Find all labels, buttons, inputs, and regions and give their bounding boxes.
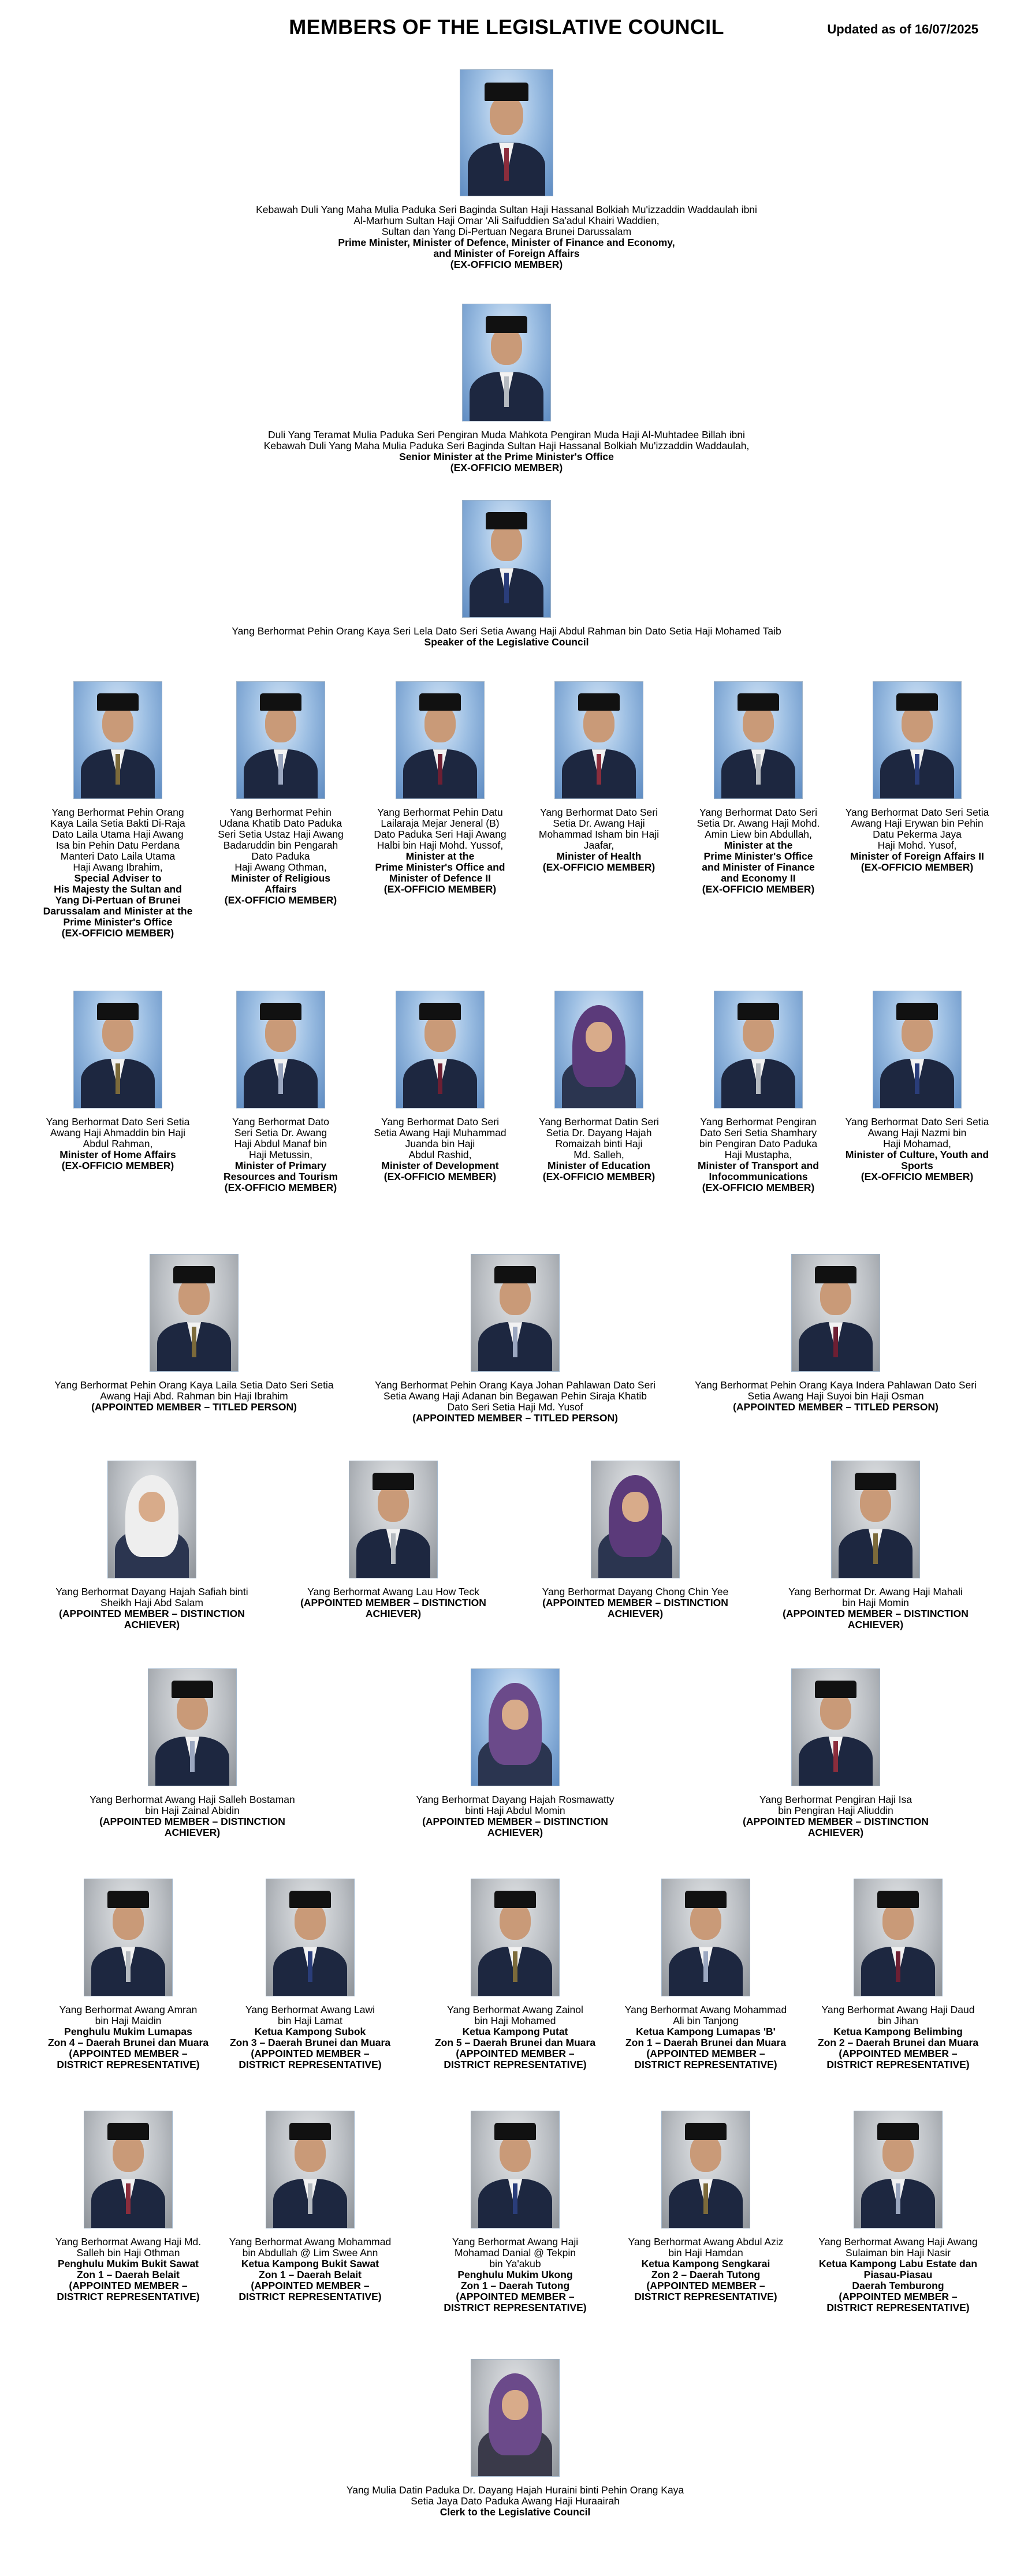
member-portrait	[148, 1668, 237, 1786]
member-role: (APPOINTED MEMBER – TITLED PERSON)	[733, 1401, 938, 1413]
member-card	[680, 1254, 992, 1413]
member-portrait	[396, 681, 485, 799]
member-card	[610, 1879, 801, 2070]
member-portrait	[661, 1879, 750, 1996]
member-name: Yang Berhormat Pehin Orang Kaya Seri Lela Dato Seri Setia Awang Haji Abdul Rahman bin Dato Setia Haji Mohamed Taib	[232, 625, 781, 637]
member-portrait	[462, 304, 551, 421]
member-name: Yang Berhormat Pengiran Haji Isa bin Pengiran Haji Aliuddin	[759, 1794, 913, 1816]
page-title: MEMBERS OF THE LEGISLATIVE COUNCIL	[289, 15, 724, 39]
member-card	[839, 681, 995, 873]
member-role: (APPOINTED MEMBER – DISTINCTION ACHIEVER)	[783, 1608, 969, 1630]
member-name: Duli Yang Teramat Mulia Paduka Seri Pengiran Muda Mahkota Pengiran Muda Haji Al-Muhtadee Billah ibni Kebawah Duli Yang Maha Mulia Paduka Seri Baginda Sultan Haji Hassanal Bolkiah Mu'izzaddin Waddaulah,	[263, 429, 750, 451]
member-card	[420, 2111, 610, 2313]
member-name: Yang Berhormat Pehin Udana Khatib Dato Paduka Seri Setia Ustaz Haji Awang Badaruddin bin Pengarah Dato Paduka Haji Awang Othman,	[218, 807, 344, 873]
member-name: Yang Berhormat Pehin Datu Lailaraja Mejar Jeneral (B) Dato Paduka Seri Haji Awang Halbi bin Haji Mohd. Yussof,	[374, 807, 507, 851]
member-card	[353, 1254, 677, 1424]
member-role: Minister of Education (EX-OFFICIO MEMBER)	[542, 1160, 656, 1182]
member-portrait	[791, 1668, 880, 1786]
member-role: Ketua Kampong Putat Zon 5 – Daerah Brunei dan Muara (APPOINTED MEMBER – DISTRICT REPRESENTATIVE)	[434, 2026, 596, 2070]
member-role: (APPOINTED MEMBER – TITLED PERSON)	[412, 1412, 618, 1424]
member-card	[524, 991, 674, 1182]
member-name: Yang Berhormat Awang Mohammad Ali bin Tanjong	[624, 2004, 787, 2026]
member-portrait	[791, 1254, 880, 1372]
member-name: Yang Berhormat Pehin Orang Kaya Indera Pahlawan Dato Seri Setia Awang Haji Suyoi bin Haji Osman	[694, 1379, 977, 1402]
member-name: Yang Mulia Datin Paduka Dr. Dayang Hajah Huraini binti Pehin Orang Kaya Setia Jaya Dato Paduka Awang Haji Huraairah	[346, 2484, 684, 2507]
member-portrait	[462, 500, 551, 618]
member-portrait	[84, 2111, 173, 2228]
member-portrait	[714, 991, 803, 1108]
member-card	[839, 991, 995, 1182]
member-card	[365, 681, 515, 895]
member-name: Yang Berhormat Awang Haji Mohamad Danial @ Tekpin bin Ya'akub	[452, 2236, 579, 2269]
member-role: Penghulu Mukim Lumapas Zon 4 – Daerah Brunei dan Muara (APPOINTED MEMBER – DISTRICT REPRESENTATIVE)	[47, 2026, 209, 2070]
member-role: Ketua Kampong Sengkarai Zon 2 – Daerah Tutong (APPOINTED MEMBER – DISTRICT REPRESENTATIVE)	[634, 2258, 777, 2302]
member-portrait	[873, 991, 962, 1108]
member-name: Yang Berhormat Awang Haji Md. Salleh bin Haji Othman	[55, 2236, 202, 2258]
member-role: Minister of Culture, Youth and Sports (EX-OFFICIO MEMBER)	[845, 1149, 989, 1182]
member-portrait	[150, 1254, 239, 1372]
member-role: (APPOINTED MEMBER – DISTINCTION ACHIEVER)	[422, 1816, 608, 1838]
member-role: Penghulu Mukim Bukit Sawat Zon 1 – Daerah Belait (APPOINTED MEMBER – DISTRICT REPRESENTATIVE)	[57, 2258, 200, 2302]
member-card	[272, 1461, 515, 1619]
member-card	[160, 304, 853, 473]
member-role: (APPOINTED MEMBER – DISTINCTION ACHIEVER)	[542, 1597, 728, 1619]
member-portrait	[661, 2111, 750, 2228]
member-card	[206, 681, 356, 906]
member-portrait	[266, 1879, 355, 1996]
member-name: Yang Berhormat Dato Seri Setia Dr. Awang Haji Abdul Manaf bin Haji Metussin,	[232, 1116, 329, 1160]
member-portrait	[471, 2111, 560, 2228]
member-card	[59, 1668, 325, 1838]
member-role: (APPOINTED MEMBER – DISTINCTION ACHIEVER)	[59, 1608, 245, 1630]
member-role: Prime Minister, Minister of Defence, Minister of Finance and Economy, and Minister of Foreign Affairs (EX-OFFICIO MEMBER)	[338, 237, 675, 270]
member-card	[683, 681, 833, 895]
member-name: Yang Berhormat Dato Seri Setia Awang Haji Ahmaddin bin Haji Abdul Rahman,	[46, 1116, 190, 1149]
member-role: (APPOINTED MEMBER – DISTINCTION ACHIEVER)	[743, 1816, 929, 1838]
member-card	[160, 69, 853, 270]
member-card	[206, 991, 356, 1193]
member-role: Minister of Religious Affairs (EX-OFFICIO MEMBER)	[224, 872, 337, 906]
member-portrait	[854, 1879, 943, 1996]
member-card	[524, 681, 674, 873]
member-portrait	[84, 1879, 173, 1996]
member-portrait	[266, 2111, 355, 2228]
member-name: Yang Berhormat Pehin Orang Kaya Laila Setia Dato Seri Setia Awang Haji Abd. Rahman bin Haji Ibrahim	[54, 1379, 334, 1402]
member-portrait	[396, 991, 485, 1108]
member-name: Yang Berhormat Datin Seri Setia Dr. Dayang Hajah Romaizah binti Haji Md. Salleh,	[539, 1116, 659, 1160]
member-role: (APPOINTED MEMBER – TITLED PERSON)	[91, 1401, 297, 1413]
member-name: Kebawah Duli Yang Maha Mulia Paduka Seri Baginda Sultan Haji Hassanal Bolkiah Mu'izzaddin Waddaulah ibni Al-Marhum Sultan Haji Omar 'Ali Saifuddien Sa'adul Khairi Waddien, Sultan dan Yang Di-Pertuan Negara Brunei Darussalam	[256, 204, 757, 237]
member-name: Yang Berhormat Awang Lawi bin Haji Lamat	[245, 2004, 375, 2026]
member-card	[43, 991, 193, 1171]
member-portrait	[854, 2111, 943, 2228]
member-portrait	[471, 2359, 560, 2477]
member-name: Yang Berhormat Dato Seri Setia Awang Haji Muhammad Juanda bin Haji Abdul Rashid,	[374, 1116, 507, 1160]
member-role: Ketua Kampong Lumapas 'B' Zon 1 – Daerah Brunei dan Muara (APPOINTED MEMBER – DISTRICT REPRESENTATIVE)	[625, 2026, 787, 2070]
member-portrait	[873, 681, 962, 799]
member-name: Yang Berhormat Dato Seri Setia Dr. Awang Haji Mohammad Isham bin Haji Jaafar,	[538, 807, 660, 851]
member-card	[514, 1461, 757, 1619]
member-name: Yang Berhormat Awang Lau How Teck	[307, 1586, 479, 1597]
member-card	[803, 1879, 993, 2070]
member-portrait	[714, 681, 803, 799]
member-role: (APPOINTED MEMBER – DISTINCTION ACHIEVER)	[99, 1816, 285, 1838]
member-role: Minister of Home Affairs (EX-OFFICIO MEMBER)	[59, 1149, 176, 1171]
member-portrait	[236, 991, 325, 1108]
member-role: Speaker of the Legislative Council	[424, 636, 589, 648]
member-role: Ketua Kampong Bukit Sawat Zon 1 – Daerah Belait (APPOINTED MEMBER – DISTRICT REPRESENTATIVE)	[239, 2258, 382, 2302]
member-role: Ketua Kampong Belimbing Zon 2 – Daerah Brunei dan Muara (APPOINTED MEMBER – DISTRICT REPRESENTATIVE)	[817, 2026, 979, 2070]
member-role: Minister of Transport and Infocommunications (EX-OFFICIO MEMBER)	[697, 1160, 820, 1193]
member-name: Yang Berhormat Dayang Hajah Rosmawatty binti Haji Abdul Momin	[416, 1794, 614, 1816]
member-portrait	[591, 1461, 680, 1578]
member-portrait	[471, 1668, 560, 1786]
member-name: Yang Berhormat Dato Seri Setia Awang Haji Erywan bin Pehin Datu Pekerma Jaya Haji Mohd. Yusof,	[845, 807, 989, 851]
member-name: Yang Berhormat Awang Zainol bin Haji Mohamed	[447, 2004, 583, 2026]
member-role: Minister of Foreign Affairs II (EX-OFFICIO MEMBER)	[850, 850, 984, 873]
member-role: (APPOINTED MEMBER – DISTINCTION ACHIEVER)	[300, 1597, 486, 1619]
member-portrait	[554, 991, 643, 1108]
member-role: Ketua Kampong Subok Zon 3 – Daerah Brunei dan Muara (APPOINTED MEMBER – DISTRICT REPRESENTATIVE)	[229, 2026, 391, 2070]
member-name: Yang Berhormat Awang Amran bin Haji Maidin	[59, 2004, 198, 2026]
member-card	[215, 2111, 405, 2302]
member-card	[683, 991, 833, 1193]
updated-date: Updated as of 16/07/2025	[827, 22, 978, 36]
member-role: Minister of Health (EX-OFFICIO MEMBER)	[542, 850, 656, 873]
member-card	[43, 681, 193, 939]
member-card	[215, 1879, 405, 2070]
member-role: Penghulu Mukim Ukong Zon 1 – Daerah Tutong (APPOINTED MEMBER – DISTRICT REPRESENTATIVE)	[444, 2269, 587, 2313]
member-name: Yang Berhormat Dayang Hajah Safiah binti Sheikh Haji Abd Salam	[55, 1586, 248, 1608]
member-portrait	[236, 681, 325, 799]
member-role: Senior Minister at the Prime Minister's Office (EX-OFFICIO MEMBER)	[399, 451, 614, 473]
member-name: Yang Berhormat Pengiran Dato Seri Setia Shamhary bin Pengiran Dato Paduka Haji Mustapha,	[699, 1116, 818, 1160]
member-card	[754, 1461, 997, 1630]
member-card	[803, 2111, 993, 2313]
member-card	[33, 1879, 224, 2070]
member-name: Yang Berhormat Awang Haji Awang Sulaiman bin Haji Nasir	[818, 2236, 978, 2258]
member-card	[703, 1668, 969, 1838]
member-card	[382, 1668, 648, 1838]
member-name: Yang Berhormat Awang Haji Daud bin Jihan	[821, 2004, 975, 2026]
member-card	[31, 1461, 273, 1630]
member-name: Yang Berhormat Dato Seri Setia Dr. Awang Haji Mohd. Amin Liew bin Abdullah,	[697, 807, 820, 840]
member-portrait	[107, 1461, 196, 1578]
member-portrait	[349, 1461, 438, 1578]
member-card	[610, 2111, 801, 2302]
member-role: Minister of Development (EX-OFFICIO MEMBER)	[381, 1160, 499, 1182]
member-role: Special Adviser to His Majesty the Sultan and Yang Di-Pertuan of Brunei Darussalam and Minister at the Prime Minister's Office (EX-OFFICIO MEMBER)	[43, 872, 193, 939]
member-card	[33, 2111, 224, 2302]
member-card	[365, 991, 515, 1182]
member-role: Minister at the Prime Minister's Office and Minister of Defence II (EX-OFFICIO MEMBER)	[375, 850, 505, 895]
member-portrait	[831, 1461, 920, 1578]
member-portrait	[471, 1879, 560, 1996]
member-name: Yang Berhormat Awang Haji Salleh Bostaman bin Haji Zainal Abidin	[90, 1794, 295, 1816]
member-name: Yang Berhormat Pehin Orang Kaya Laila Setia Bakti Di-Raja Dato Laila Utama Haji Awang Isa bin Pehin Datu Perdana Manteri Dato Laila Utama Haji Awang Ibrahim,	[50, 807, 185, 873]
member-name: Yang Berhormat Pehin Orang Kaya Johan Pahlawan Dato Seri Setia Awang Haji Adanan bin Begawan Pehin Siraja Khatib Dato Seri Setia Haji Md. Yusof	[374, 1379, 656, 1413]
member-name: Yang Berhormat Dayang Chong Chin Yee	[542, 1586, 729, 1597]
member-role: Minister of Primary Resources and Tourism (EX-OFFICIO MEMBER)	[223, 1160, 338, 1193]
member-role: Clerk to the Legislative Council	[440, 2506, 591, 2518]
member-card	[313, 2359, 717, 2518]
member-card	[38, 1254, 350, 1413]
member-name: Yang Berhormat Awang Abdul Aziz bin Haji Hamdan	[628, 2236, 784, 2258]
member-name: Yang Berhormat Awang Mohammad bin Abdullah @ Lim Swee Ann	[229, 2236, 392, 2258]
member-portrait	[554, 681, 643, 799]
member-role: Ketua Kampong Labu Estate dan Piasau-Piasau Daerah Temburong (APPOINTED MEMBER – DISTRICT REPRESENTATIVE)	[818, 2258, 978, 2313]
member-name: Yang Berhormat Dato Seri Setia Awang Haji Nazmi bin Haji Mohamad,	[845, 1116, 989, 1149]
member-portrait	[73, 991, 162, 1108]
member-portrait	[471, 1254, 560, 1372]
member-portrait	[73, 681, 162, 799]
member-portrait	[460, 69, 553, 196]
member-name: Yang Berhormat Dr. Awang Haji Mahali bin Haji Momin	[788, 1586, 963, 1608]
member-card	[102, 500, 911, 648]
member-role: Minister at the Prime Minister's Office and Minister of Finance and Economy II (EX-OFFICIO MEMBER)	[702, 839, 815, 895]
member-card	[420, 1879, 610, 2070]
